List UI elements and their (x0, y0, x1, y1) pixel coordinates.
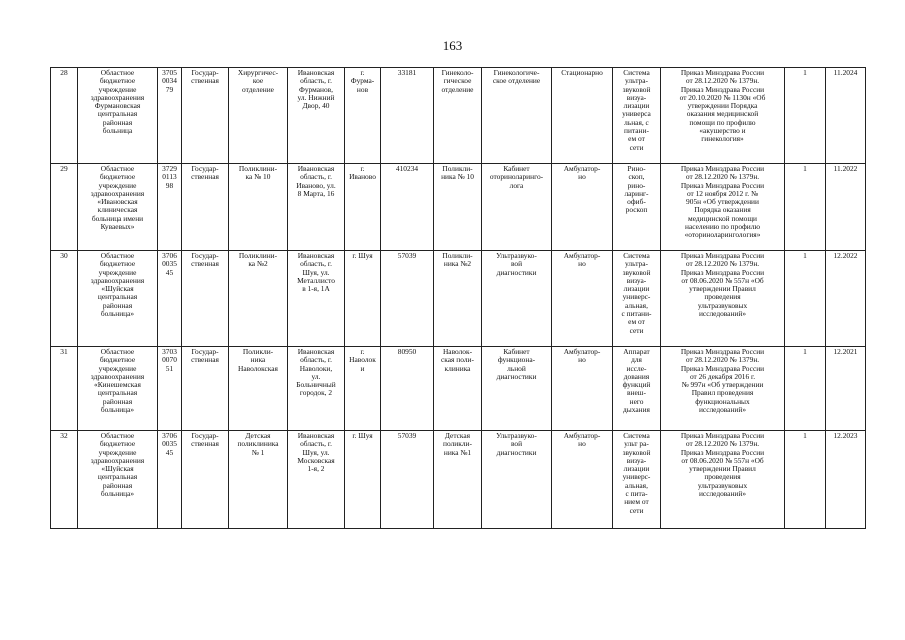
settlement-cell-text: г. Иваново (349, 164, 376, 182)
settlement-code-cell-text: 80950 (397, 347, 417, 356)
equipment-name-cell (613, 431, 661, 529)
department-cell-text: Поликли- ника № 10 (441, 164, 474, 182)
row-number-cell-text: 32 (60, 431, 68, 440)
organization-name-cell-text: Областное бюджетное учреждение здравоохранения «Шуйская центральная районная больница» (90, 431, 145, 499)
quantity-cell (785, 347, 826, 431)
delivery-date-cell-text: 12.2022 (833, 251, 858, 260)
equipment-registry-table (50, 67, 866, 529)
cabinet-cell (482, 347, 552, 431)
subdivision-cell (229, 431, 288, 529)
delivery-date-cell (826, 251, 866, 347)
equipment-name-cell (613, 347, 661, 431)
settlement-cell-text: г. Шуя (352, 251, 373, 260)
settlement-cell-text: г. Шуя (352, 431, 373, 440)
organization-name-cell (78, 251, 158, 347)
settlement-cell (345, 347, 381, 431)
quantity-cell-text: 1 (803, 251, 807, 260)
settlement-code-cell (381, 164, 434, 251)
quantity-cell-text: 1 (803, 431, 807, 440)
subdivision-cell (229, 347, 288, 431)
care-conditions-cell (552, 68, 613, 164)
organization-code-cell (158, 164, 182, 251)
address-cell-text: Ивановская область, г. Иваново, ул. 8 Марта, 16 (296, 164, 336, 198)
ownership-form-cell-text: Государ- ственная (191, 251, 219, 269)
delivery-date-cell (826, 164, 866, 251)
page-number: 163 (442, 38, 463, 53)
subdivision-cell (229, 68, 288, 164)
care-conditions-cell-text: Амбулатор- но (563, 164, 601, 182)
organization-code-cell (158, 347, 182, 431)
cabinet-cell-text: Кабинет оториноларинго- лога (489, 164, 544, 190)
delivery-date-cell (826, 347, 866, 431)
subdivision-cell (229, 251, 288, 347)
settlement-code-cell-text: 410234 (395, 164, 419, 173)
cabinet-cell-text: Кабинет функциона- льной диагностики (496, 347, 537, 381)
table-row (51, 164, 866, 251)
settlement-code-cell (381, 68, 434, 164)
organization-name-cell (78, 347, 158, 431)
ownership-form-cell-text: Государ- ственная (191, 164, 219, 182)
organization-name-cell-text: Областное бюджетное учреждение здравоохранения Фурмановская центральная районная больница (90, 68, 145, 136)
settlement-code-cell-text: 57039 (397, 251, 417, 260)
settlement-cell (345, 431, 381, 529)
department-cell (434, 347, 482, 431)
organization-name-cell-text: Областное бюджетное учреждение здравоохранения «Ивановская клиническая больница имени Куваевых» (90, 164, 145, 232)
regulatory-orders-cell-text: Приказ Минздрава России от 28.12.2020 № 1379н. Приказ Минздрава России от 26 декабря 2016 г. № 997н «Об утверждении Правил проведения функциональных исследований» (680, 347, 765, 415)
care-conditions-cell-text: Амбулатор- но (563, 251, 601, 269)
address-cell (288, 68, 345, 164)
settlement-cell-text: г. Фурма- нов (350, 68, 375, 94)
settlement-cell (345, 68, 381, 164)
ownership-form-cell-text: Государ- ственная (191, 347, 219, 365)
ownership-form-cell (182, 347, 229, 431)
table-row (51, 347, 866, 431)
equipment-name-cell-text: Система ультра- звуковой визуа- лизации универса льная, с питани- ем от сети (622, 68, 651, 152)
ownership-form-cell (182, 251, 229, 347)
subdivision-cell-text: Поликлини- ка №2 (238, 251, 278, 269)
row-number-cell-text: 28 (60, 68, 68, 77)
cabinet-cell (482, 68, 552, 164)
delivery-date-cell-text: 11.2024 (833, 68, 858, 77)
organization-code-cell-text: 3706 0035 45 (162, 431, 177, 457)
delivery-date-cell-text: 11.2022 (833, 164, 858, 173)
regulatory-orders-cell-text: Приказ Минздрава России от 28.12.2020 № 1379н. Приказ Минздрава России от 08.06.2020 № 557н «Об утверждении Правил проведения ультразвуковых исследований» (680, 251, 765, 319)
row-number-cell (51, 431, 78, 529)
delivery-date-cell-text: 12.2023 (833, 431, 858, 440)
settlement-code-cell (381, 251, 434, 347)
ownership-form-cell-text: Государ- ственная (191, 68, 219, 86)
regulatory-orders-cell-text: Приказ Минздрава России от 28.12.2020 № 1379н. Приказ Минздрава России от 20.10.2020 № 1130н «Об утверждении Порядка оказания медицинской помощи по профилю «акушерство и гинекология» (679, 68, 766, 144)
ownership-form-cell (182, 164, 229, 251)
care-conditions-cell-text: Стационарно (561, 68, 603, 77)
organization-code-cell (158, 68, 182, 164)
subdivision-cell-text: Хирургичес- кое отделение (237, 68, 279, 94)
equipment-name-cell (613, 251, 661, 347)
quantity-cell-text: 1 (803, 164, 807, 173)
address-cell (288, 251, 345, 347)
row-number-cell-text: 30 (60, 251, 68, 260)
delivery-date-cell (826, 431, 866, 529)
cabinet-cell-text: Ультразвуко- вой диагностики (496, 431, 537, 457)
equipment-name-cell (613, 164, 661, 251)
organization-name-cell-text: Областное бюджетное учреждение здравоохранения «Шуйская центральная районная больница» (90, 251, 145, 319)
quantity-cell-text: 1 (803, 68, 807, 77)
care-conditions-cell (552, 164, 613, 251)
cabinet-cell-text: Гинекологиче- ское отделение (492, 68, 541, 86)
address-cell (288, 164, 345, 251)
organization-code-cell (158, 251, 182, 347)
delivery-date-cell-text: 12.2021 (833, 347, 858, 356)
organization-name-cell-text: Областное бюджетное учреждение здравоохранения «Кинешемская центральная районная больница» (90, 347, 145, 415)
regulatory-orders-cell (661, 164, 785, 251)
organization-code-cell (158, 431, 182, 529)
delivery-date-cell (826, 68, 866, 164)
department-cell (434, 68, 482, 164)
subdivision-cell-text: Поликлини- ка № 10 (238, 164, 278, 182)
address-cell-text: Ивановская область, г. Шуя, ул. Московская 1-я, 2 (297, 431, 335, 474)
organization-code-cell-text: 3706 0035 45 (162, 251, 177, 277)
quantity-cell (785, 164, 826, 251)
equipment-name-cell-text: Система ультра- звуковой визуа- лизации универс- альная, с питани- ем от сети (621, 251, 652, 335)
row-number-cell (51, 68, 78, 164)
ownership-form-cell (182, 431, 229, 529)
address-cell-text: Ивановская область, г. Фурманов, ул. Нижний Двор, 40 (297, 68, 335, 111)
care-conditions-cell (552, 251, 613, 347)
department-cell-text: Гинеколо- гическое отделение (441, 68, 474, 94)
subdivision-cell-text: Поликли- ника Наволокская (238, 347, 278, 373)
address-cell-text: Ивановская область, г. Наволоки, ул. Больничный городок, 2 (296, 347, 336, 398)
table-row (51, 68, 866, 164)
quantity-cell (785, 431, 826, 529)
department-cell-text: Детская поликли- ника №1 (443, 431, 472, 457)
settlement-code-cell-text: 57039 (397, 431, 417, 440)
regulatory-orders-cell-text: Приказ Минздрава России от 28.12.2020 № 1379н. Приказ Минздрава России от 12 ноября 2012 г. № 905н «Об утверждении Порядка оказания медицинской помощи населению по профилю «оториноларингология» (680, 164, 765, 240)
quantity-cell (785, 251, 826, 347)
settlement-code-cell (381, 347, 434, 431)
regulatory-orders-cell (661, 431, 785, 529)
regulatory-orders-cell (661, 251, 785, 347)
care-conditions-cell (552, 431, 613, 529)
cabinet-cell (482, 251, 552, 347)
settlement-code-cell (381, 431, 434, 529)
care-conditions-cell (552, 347, 613, 431)
subdivision-cell (229, 164, 288, 251)
row-number-cell-text: 31 (60, 347, 68, 356)
equipment-name-cell-text: Рино- скоп, рино- ларинг- офиб- роскоп (624, 164, 649, 215)
subdivision-cell-text: Детская поликлиника № 1 (237, 431, 279, 457)
equipment-name-cell (613, 68, 661, 164)
department-cell (434, 164, 482, 251)
address-cell (288, 347, 345, 431)
department-cell-text: Поликли- ника №2 (442, 251, 473, 269)
settlement-cell (345, 164, 381, 251)
quantity-cell-text: 1 (803, 347, 807, 356)
settlement-cell-text: г. Наволок и (349, 347, 376, 373)
organization-name-cell (78, 68, 158, 164)
row-number-cell (51, 251, 78, 347)
department-cell (434, 251, 482, 347)
cabinet-cell (482, 164, 552, 251)
row-number-cell (51, 164, 78, 251)
organization-name-cell (78, 431, 158, 529)
equipment-name-cell-text: Аппарат для иссле- дования функций внеш- него дыхания (622, 347, 651, 415)
row-number-cell-text: 29 (60, 164, 68, 173)
row-number-cell (51, 347, 78, 431)
settlement-cell (345, 251, 381, 347)
department-cell-text: Наволок- ская поли- клиника (441, 347, 474, 373)
regulatory-orders-cell (661, 68, 785, 164)
address-cell (288, 431, 345, 529)
care-conditions-cell-text: Амбулатор- но (563, 431, 601, 449)
care-conditions-cell-text: Амбулатор- но (563, 347, 601, 365)
organization-code-cell-text: 3703 0070 51 (162, 347, 177, 373)
ownership-form-cell (182, 68, 229, 164)
table-row (51, 251, 866, 347)
department-cell (434, 431, 482, 529)
cabinet-cell-text: Ультразвуко- вой диагностики (496, 251, 537, 277)
organization-name-cell (78, 164, 158, 251)
address-cell-text: Ивановская область, г. Шуя, ул. Металлисто в 1-я, 1А (297, 251, 335, 294)
settlement-code-cell-text: 33181 (397, 68, 417, 77)
regulatory-orders-cell-text: Приказ Минздрава России от 28.12.2020 № 1379н. Приказ Минздрава России от 08.06.2020 № 557н «Об утверждении Правил проведения ультразвуковых исследований» (680, 431, 765, 499)
organization-code-cell-text: 3705 0034 79 (162, 68, 177, 94)
organization-code-cell-text: 3729 0113 98 (162, 164, 177, 190)
table-row (51, 431, 866, 529)
ownership-form-cell-text: Государ- ственная (191, 431, 219, 449)
equipment-name-cell-text: Система ульт ра- звуковой визуа- лизации универс- альная, с пита- нием от сети (622, 431, 651, 515)
quantity-cell (785, 68, 826, 164)
regulatory-orders-cell (661, 347, 785, 431)
cabinet-cell (482, 431, 552, 529)
